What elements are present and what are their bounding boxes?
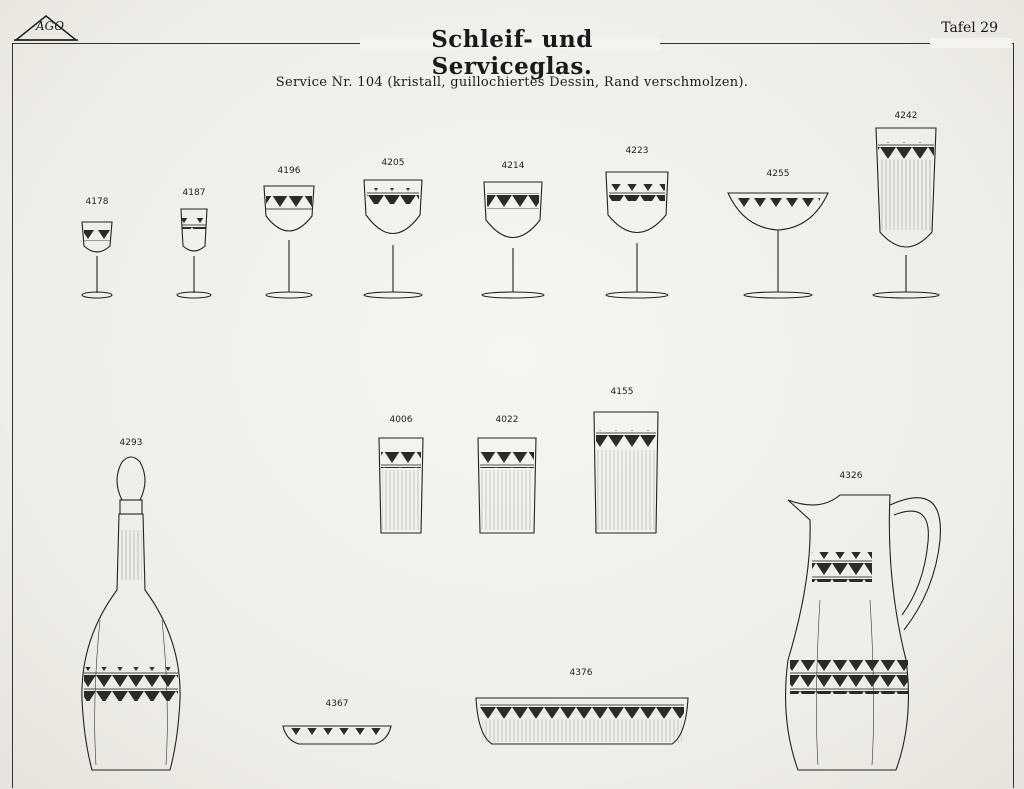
item-number: 4205: [381, 158, 405, 168]
item-number: 4223: [625, 146, 649, 156]
glass-4187: [177, 209, 211, 298]
item-number: 4006: [389, 415, 413, 425]
decanter-4293: [82, 457, 180, 770]
page-title: Schleif- und Serviceglas.: [431, 26, 593, 80]
glass-4255: [728, 193, 828, 298]
item-number: 4242: [894, 111, 918, 121]
tumbler-4006: [379, 438, 423, 533]
item-number: 4155: [610, 387, 634, 397]
item-number: 4178: [85, 197, 109, 207]
item-number: 4022: [495, 415, 519, 425]
glass-4196: [264, 186, 314, 298]
item-number: 4196: [277, 166, 301, 176]
tumbler-4155: [594, 412, 658, 533]
tumbler-4022: [478, 438, 536, 533]
jug-4326: [786, 495, 941, 770]
glass-4178: [82, 222, 112, 298]
item-number: 4376: [569, 668, 593, 678]
item-number: 4255: [766, 169, 790, 179]
page-subtitle: Service Nr. 104 (kristall, guillochiertes Dessin, Rand verschmolzen).: [275, 75, 749, 90]
plate-number: Tafel 29: [941, 20, 998, 36]
item-number: 4214: [501, 161, 525, 171]
glass-4214: [482, 182, 544, 298]
glass-4242: [873, 128, 939, 298]
bowl-4367: [283, 726, 391, 744]
bowl-4376: [476, 698, 688, 744]
item-number: 4367: [325, 699, 349, 709]
item-number: 4187: [182, 188, 206, 198]
item-number: 4326: [839, 471, 863, 481]
logo-text: AGO: [36, 19, 65, 33]
glass-4205: [364, 180, 422, 298]
item-number: 4293: [119, 438, 143, 448]
glass-4223: [606, 172, 668, 298]
